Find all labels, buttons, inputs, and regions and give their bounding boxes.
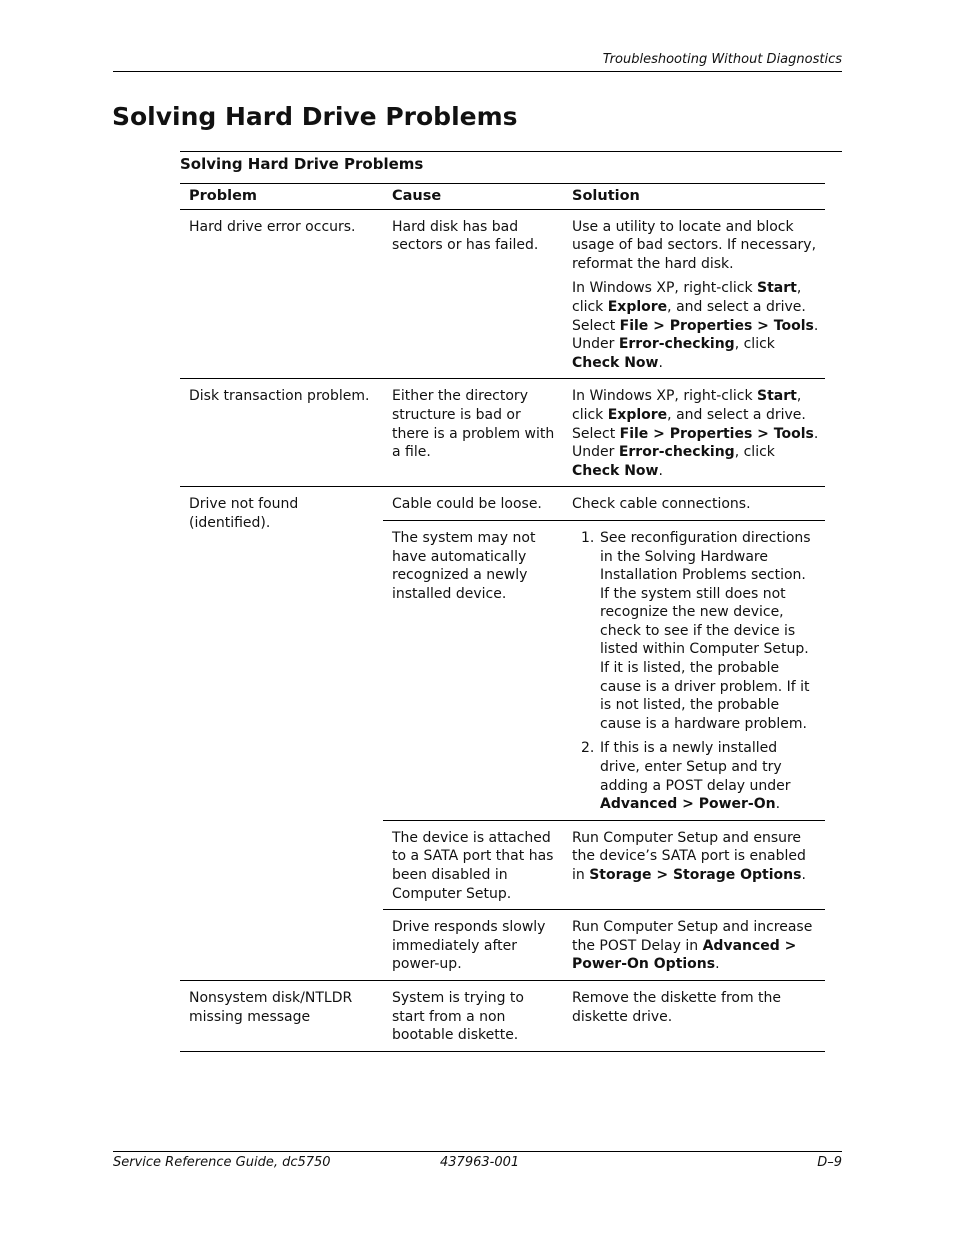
solution-cell: Remove the diskette from the diskette drive.	[563, 980, 825, 1051]
cause-cell: The system may not have automatically recognized a newly installed device.	[383, 520, 563, 820]
table-row	[180, 487, 825, 521]
table-header-row	[180, 184, 825, 210]
cause-cell: Cable could be loose.	[383, 487, 563, 521]
table-row	[180, 209, 825, 379]
cause-cell: The device is attached to a SATA port that has been disabled in Computer Setup.	[383, 820, 563, 909]
solution-cell: Check cable connections.	[563, 487, 825, 521]
solution-steps	[572, 529, 819, 814]
problem-cell: Hard drive error occurs.	[180, 209, 383, 379]
cause-cell: Drive responds slowly immediately after power-up.	[383, 910, 563, 981]
table-top-rule	[180, 151, 842, 152]
solution-paragraph: In Windows XP, right-click Start, click Explore, and select a drive. Select File > Properties > Tools. Under Error-checking, click Check Now.	[572, 280, 819, 371]
table-row	[180, 980, 825, 1051]
solution-cell: Run Computer Setup and increase the POST Delay in Advanced > Power-On Options.	[563, 910, 825, 981]
column-header-solution: Solution	[563, 184, 825, 210]
page-title: Solving Hard Drive Problems	[112, 102, 518, 131]
troubleshooting-table	[180, 183, 825, 1052]
cause-cell: Hard disk has bad sectors or has failed.	[383, 209, 563, 379]
footer-rule	[113, 1151, 842, 1152]
solution-cell: Run Computer Setup and ensure the device’s SATA port is enabled in Storage > Storage Options.	[563, 820, 825, 909]
running-header: Troubleshooting Without Diagnostics	[602, 52, 842, 67]
list-item: 2. If this is a newly installed drive, enter Setup and try adding a POST delay under Advanced > Power-On.	[581, 740, 791, 813]
cause-cell: System is trying to start from a non bootable diskette.	[383, 980, 563, 1051]
cause-cell: Either the directory structure is bad or there is a problem with a file.	[383, 379, 563, 487]
problem-cell: Disk transaction problem.	[180, 379, 383, 487]
footer-part-number: 437963-001	[440, 1155, 520, 1170]
solution-cell	[563, 520, 825, 820]
column-header-problem: Problem	[180, 184, 383, 210]
solution-paragraph: Use a utility to locate and block usage of bad sectors. If necessary, reformat the hard disk.	[572, 218, 817, 272]
problem-cell: Drive not found (identified).	[180, 487, 383, 981]
list-item: 1. See reconfiguration directions in the Solving Hardware Installation Problems section. If the system still does not recognize the new device, check to see if the device is listed within Computer Setup. If it is listed, the probable cause is a driver problem. If it is not listed, the probable cause is a hardware problem.	[581, 529, 811, 732]
header-rule	[113, 71, 842, 72]
solution-paragraph: In Windows XP, right-click Start, click Explore, and select a drive. Select File > Properties > Tools. Under Error-checking, click Check Now.	[572, 388, 819, 479]
solution-cell	[563, 379, 825, 487]
column-header-cause: Cause	[383, 184, 563, 210]
solution-cell	[563, 209, 825, 379]
table-caption: Solving Hard Drive Problems	[180, 155, 424, 173]
table-row	[180, 379, 825, 487]
footer-document-title: Service Reference Guide, dc5750	[113, 1155, 331, 1170]
footer-page-number: D–9	[817, 1155, 842, 1170]
problem-cell: Nonsystem disk/NTLDR missing message	[180, 980, 383, 1051]
